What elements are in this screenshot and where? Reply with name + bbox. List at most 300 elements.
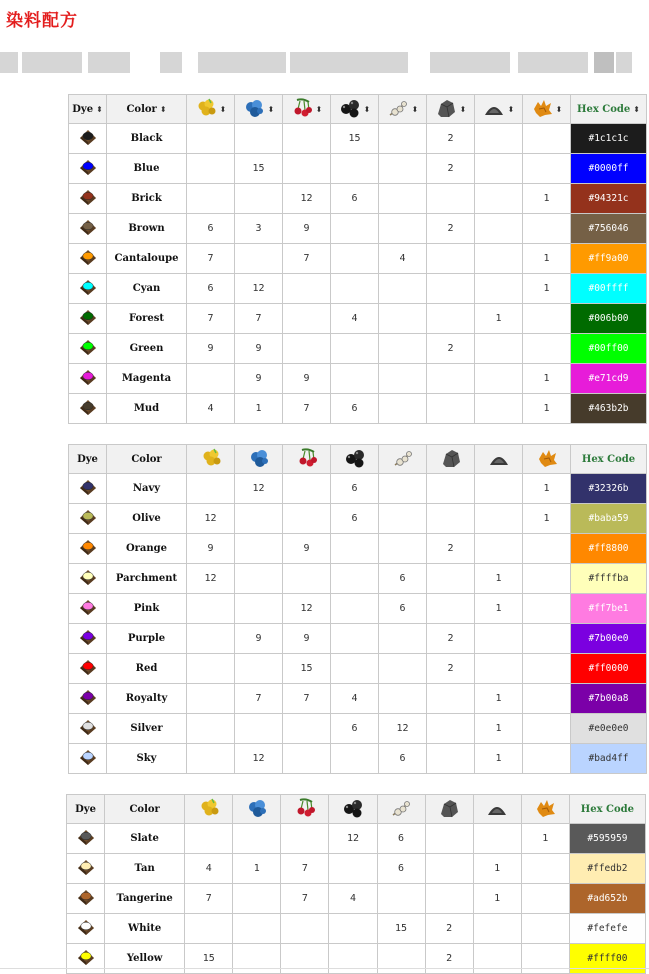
ingredient-quantity: 12 bbox=[235, 744, 283, 774]
ingredient-quantity bbox=[281, 944, 329, 974]
column-header-color[interactable] bbox=[107, 95, 187, 124]
table-header-row bbox=[69, 445, 647, 474]
table-row bbox=[69, 124, 647, 154]
column-header-dye-label: Dye bbox=[72, 103, 94, 115]
dye-pot-icon bbox=[78, 127, 98, 150]
dye-pot-icon bbox=[78, 397, 98, 420]
color-name: Mud bbox=[107, 394, 187, 424]
hex-code-swatch: #1c1c1c bbox=[571, 124, 647, 154]
ingredient-quantity bbox=[331, 564, 379, 594]
dye-icon-cell bbox=[69, 564, 107, 594]
ingredient-quantity: 3 bbox=[235, 214, 283, 244]
ingredient-quantity: 2 bbox=[427, 154, 475, 184]
ingredient-quantity bbox=[283, 124, 331, 154]
ingredient-quantity: 1 bbox=[523, 274, 571, 304]
dye-icon-cell bbox=[69, 184, 107, 214]
ingredient-quantity: 1 bbox=[235, 394, 283, 424]
ingredient-quantity: 6 bbox=[331, 714, 379, 744]
ingredient-quantity: 9 bbox=[283, 364, 331, 394]
ingredient-quantity bbox=[233, 824, 281, 854]
column-header-ingredient bbox=[331, 445, 379, 474]
ingredient-quantity: 12 bbox=[235, 274, 283, 304]
dye-pot-icon bbox=[78, 157, 98, 180]
cotton-sprig-icon bbox=[390, 797, 412, 822]
ingredient-quantity: 1 bbox=[475, 304, 523, 334]
ingredient-quantity: 6 bbox=[331, 184, 379, 214]
ingredient-quantity: 7 bbox=[235, 304, 283, 334]
ingredient-quantity bbox=[283, 334, 331, 364]
ingredient-quantity bbox=[281, 914, 329, 944]
column-header-ingredient bbox=[235, 445, 283, 474]
ingredient-quantity bbox=[427, 504, 475, 534]
ingredient-quantity: 4 bbox=[379, 244, 427, 274]
dye-pot-icon bbox=[78, 367, 98, 390]
ingredient-quantity bbox=[473, 944, 521, 974]
ingredient-quantity bbox=[379, 684, 427, 714]
color-name: Brown bbox=[107, 214, 187, 244]
ingredient-quantity bbox=[523, 684, 571, 714]
dye-pot-icon bbox=[76, 857, 96, 880]
hex-code-swatch: #7b00a8 bbox=[571, 684, 647, 714]
ingredient-quantity bbox=[331, 154, 379, 184]
ingredient-quantity: 1 bbox=[521, 824, 569, 854]
ingredient-quantity bbox=[331, 334, 379, 364]
dye-icon-cell bbox=[69, 714, 107, 744]
black-berries-icon bbox=[342, 797, 364, 822]
ingredient-quantity bbox=[331, 534, 379, 564]
ingredient-quantity: 2 bbox=[427, 124, 475, 154]
color-name: Silver bbox=[107, 714, 187, 744]
ingredient-quantity bbox=[283, 564, 331, 594]
ingredient-quantity bbox=[377, 884, 425, 914]
column-header-dye bbox=[67, 795, 105, 824]
sort-arrows-icon[interactable]: ⬍ bbox=[633, 103, 640, 114]
sort-arrows-icon[interactable]: ⬍ bbox=[219, 103, 227, 114]
column-header-ingredient[interactable] bbox=[427, 95, 475, 124]
color-name: Pink bbox=[107, 594, 187, 624]
ingredient-quantity: 15 bbox=[185, 944, 233, 974]
ingredient-quantity bbox=[521, 914, 569, 944]
dark-powder-pile-icon bbox=[488, 447, 510, 472]
ingredient-quantity bbox=[523, 334, 571, 364]
ingredient-quantity: 2 bbox=[427, 534, 475, 564]
ingredient-quantity bbox=[283, 474, 331, 504]
ingredient-quantity: 1 bbox=[523, 504, 571, 534]
column-header-ingredient[interactable] bbox=[475, 95, 523, 124]
dye-pot-icon bbox=[78, 567, 98, 590]
sort-arrows-icon[interactable]: ⬍ bbox=[315, 103, 323, 114]
table-row bbox=[69, 394, 647, 424]
ingredient-quantity bbox=[521, 884, 569, 914]
hex-code-swatch: #fefefe bbox=[569, 914, 645, 944]
ingredient-quantity bbox=[187, 654, 235, 684]
yellow-berries-icon bbox=[198, 797, 220, 822]
dye-icon-cell bbox=[69, 744, 107, 774]
column-header-ingredient bbox=[283, 445, 331, 474]
black-berries-icon bbox=[339, 97, 361, 122]
color-name: Magenta bbox=[107, 364, 187, 394]
column-header-color-label: Color bbox=[126, 103, 157, 115]
ingredient-quantity bbox=[283, 274, 331, 304]
ingredient-quantity: 7 bbox=[283, 684, 331, 714]
ingredient-quantity bbox=[523, 154, 571, 184]
column-header-ingredient bbox=[185, 795, 233, 824]
ingredient-quantity bbox=[187, 714, 235, 744]
column-header-hex-code[interactable] bbox=[571, 95, 647, 124]
dye-icon-cell bbox=[69, 684, 107, 714]
dye-table-1 bbox=[68, 94, 647, 424]
ingredient-quantity bbox=[187, 624, 235, 654]
column-header-hex-code-label: Hex Code bbox=[577, 103, 631, 115]
ingredient-quantity: 1 bbox=[473, 854, 521, 884]
dye-icon-cell bbox=[69, 214, 107, 244]
gray-rock-icon bbox=[440, 447, 462, 472]
sort-arrows-icon[interactable]: ⬍ bbox=[459, 103, 467, 114]
ingredient-quantity bbox=[379, 214, 427, 244]
table-row bbox=[69, 364, 647, 394]
ingredient-quantity: 9 bbox=[235, 334, 283, 364]
ingredient-quantity bbox=[425, 854, 473, 884]
hex-code-swatch: #bad4ff bbox=[571, 744, 647, 774]
ingredient-quantity: 9 bbox=[187, 334, 235, 364]
ingredient-quantity: 9 bbox=[283, 534, 331, 564]
ingredient-quantity bbox=[185, 914, 233, 944]
ingredient-quantity bbox=[523, 124, 571, 154]
column-header-color bbox=[105, 795, 185, 824]
dye-pot-icon bbox=[78, 507, 98, 530]
ingredient-quantity bbox=[475, 534, 523, 564]
color-name: Parchment bbox=[107, 564, 187, 594]
table-row bbox=[69, 684, 647, 714]
column-header-dye[interactable] bbox=[69, 95, 107, 124]
ingredient-quantity: 15 bbox=[283, 654, 331, 684]
ingredient-quantity bbox=[187, 594, 235, 624]
ingredient-quantity: 7 bbox=[187, 244, 235, 274]
ingredient-quantity bbox=[523, 564, 571, 594]
column-header-ingredient bbox=[523, 445, 571, 474]
dye-icon-cell bbox=[69, 244, 107, 274]
ingredient-quantity: 1 bbox=[473, 884, 521, 914]
ingredient-quantity: 4 bbox=[329, 884, 377, 914]
ingredient-quantity bbox=[233, 884, 281, 914]
color-name: Royalty bbox=[107, 684, 187, 714]
ingredient-quantity bbox=[235, 244, 283, 274]
ingredient-quantity bbox=[329, 944, 377, 974]
ingredient-quantity: 12 bbox=[187, 504, 235, 534]
dye-icon-cell bbox=[69, 394, 107, 424]
color-name: Slate bbox=[105, 824, 185, 854]
dye-pot-icon bbox=[78, 307, 98, 330]
ingredient-quantity bbox=[475, 124, 523, 154]
ingredient-quantity bbox=[281, 824, 329, 854]
table-row bbox=[67, 944, 646, 974]
ingredient-quantity bbox=[427, 564, 475, 594]
ingredient-quantity: 7 bbox=[235, 684, 283, 714]
column-header-ingredient[interactable] bbox=[379, 95, 427, 124]
ingredient-quantity bbox=[187, 154, 235, 184]
ingredient-quantity bbox=[379, 654, 427, 684]
ingredient-quantity bbox=[379, 334, 427, 364]
ingredient-quantity bbox=[331, 364, 379, 394]
hex-code-swatch: #baba59 bbox=[571, 504, 647, 534]
color-name: Blue bbox=[107, 154, 187, 184]
ingredient-quantity: 1 bbox=[523, 184, 571, 214]
table-row bbox=[69, 714, 647, 744]
dye-icon-cell bbox=[69, 594, 107, 624]
table-row bbox=[69, 184, 647, 214]
ingredient-quantity bbox=[235, 654, 283, 684]
hex-code-swatch: #94321c bbox=[571, 184, 647, 214]
ingredient-quantity: 1 bbox=[523, 244, 571, 274]
ingredient-quantity bbox=[475, 214, 523, 244]
dye-pot-icon bbox=[78, 477, 98, 500]
column-header-color bbox=[107, 445, 187, 474]
sort-arrows-icon[interactable]: ⬍ bbox=[267, 103, 275, 114]
column-header-ingredient[interactable] bbox=[187, 95, 235, 124]
color-name: Red bbox=[107, 654, 187, 684]
ingredient-quantity: 1 bbox=[233, 854, 281, 884]
hex-code-swatch: #ad652b bbox=[569, 884, 645, 914]
ingredient-quantity bbox=[331, 244, 379, 274]
hex-code-swatch: #ff9a00 bbox=[571, 244, 647, 274]
ingredient-quantity: 1 bbox=[475, 744, 523, 774]
color-name: Sky bbox=[107, 744, 187, 774]
ingredient-quantity: 2 bbox=[427, 334, 475, 364]
sort-arrows-icon[interactable]: ⬍ bbox=[411, 103, 419, 114]
column-header-ingredient bbox=[425, 795, 473, 824]
sort-arrows-icon[interactable]: ⬍ bbox=[363, 103, 371, 114]
hex-code-swatch: #463b2b bbox=[571, 394, 647, 424]
ingredient-quantity: 1 bbox=[475, 564, 523, 594]
ingredient-quantity bbox=[523, 534, 571, 564]
gray-rock-icon bbox=[435, 97, 457, 122]
column-header-ingredient[interactable] bbox=[523, 95, 571, 124]
column-header-hex-code bbox=[569, 795, 645, 824]
ingredient-quantity bbox=[331, 654, 379, 684]
dye-icon-cell bbox=[69, 534, 107, 564]
ingredient-quantity bbox=[475, 624, 523, 654]
table-row bbox=[69, 474, 647, 504]
color-name: Tangerine bbox=[105, 884, 185, 914]
ingredient-quantity bbox=[475, 184, 523, 214]
ingredient-quantity: 7 bbox=[185, 884, 233, 914]
table-row bbox=[67, 854, 646, 884]
ingredient-quantity: 15 bbox=[331, 124, 379, 154]
ingredient-quantity bbox=[187, 744, 235, 774]
ingredient-quantity bbox=[427, 474, 475, 504]
table-row bbox=[69, 654, 647, 684]
gray-rock-icon bbox=[438, 797, 460, 822]
ingredient-quantity bbox=[235, 534, 283, 564]
dye-pot-icon bbox=[76, 917, 96, 940]
ingredient-quantity bbox=[521, 854, 569, 884]
ingredient-quantity bbox=[187, 364, 235, 394]
ingredient-quantity: 1 bbox=[475, 684, 523, 714]
table-row bbox=[69, 274, 647, 304]
column-header-ingredient[interactable] bbox=[235, 95, 283, 124]
ingredient-quantity bbox=[473, 914, 521, 944]
dye-pot-icon bbox=[78, 717, 98, 740]
ingredient-quantity: 9 bbox=[235, 624, 283, 654]
dye-pot-icon bbox=[78, 627, 98, 650]
ingredient-quantity bbox=[427, 744, 475, 774]
ingredient-quantity bbox=[283, 714, 331, 744]
ingredient-quantity bbox=[187, 684, 235, 714]
ingredient-quantity bbox=[427, 394, 475, 424]
red-berries-icon bbox=[296, 447, 318, 472]
dye-icon-cell bbox=[67, 944, 105, 974]
column-header-ingredient bbox=[187, 445, 235, 474]
ingredient-quantity bbox=[427, 184, 475, 214]
dye-pot-icon bbox=[78, 187, 98, 210]
ingredient-quantity bbox=[187, 124, 235, 154]
ingredient-quantity bbox=[379, 154, 427, 184]
ingredient-quantity: 15 bbox=[235, 154, 283, 184]
sort-arrows-icon[interactable]: ⬍ bbox=[96, 103, 103, 114]
ingredient-quantity: 6 bbox=[377, 854, 425, 884]
sort-arrows-icon[interactable]: ⬍ bbox=[159, 103, 167, 114]
dye-icon-cell bbox=[69, 124, 107, 154]
ingredient-quantity bbox=[331, 624, 379, 654]
ingredient-quantity: 7 bbox=[283, 394, 331, 424]
ingredient-quantity bbox=[523, 714, 571, 744]
ingredient-quantity bbox=[233, 944, 281, 974]
hex-code-swatch: #ff7be1 bbox=[571, 594, 647, 624]
orange-spiky-ore-icon bbox=[536, 447, 558, 472]
orange-spiky-ore-icon bbox=[534, 797, 556, 822]
ingredient-quantity: 12 bbox=[283, 184, 331, 214]
ingredient-quantity bbox=[235, 714, 283, 744]
column-header-color-label: Color bbox=[129, 803, 160, 815]
ingredient-quantity: 1 bbox=[475, 714, 523, 744]
dye-pot-icon bbox=[78, 217, 98, 240]
page-bottom-divider bbox=[0, 968, 649, 969]
hex-code-swatch: #00ff00 bbox=[571, 334, 647, 364]
dye-icon-cell bbox=[67, 914, 105, 944]
ingredient-quantity bbox=[235, 594, 283, 624]
ingredient-quantity bbox=[379, 184, 427, 214]
column-header-ingredient[interactable] bbox=[331, 95, 379, 124]
dye-icon-cell bbox=[67, 854, 105, 884]
ingredient-quantity: 6 bbox=[379, 744, 427, 774]
ingredient-quantity bbox=[427, 714, 475, 744]
ingredient-quantity: 7 bbox=[187, 304, 235, 334]
dye-pot-icon bbox=[78, 747, 98, 770]
ingredient-quantity: 12 bbox=[379, 714, 427, 744]
ingredient-quantity: 4 bbox=[185, 854, 233, 884]
red-berries-icon bbox=[294, 797, 316, 822]
color-name: Black bbox=[107, 124, 187, 154]
ingredient-quantity bbox=[235, 564, 283, 594]
table-row bbox=[69, 154, 647, 184]
ingredient-quantity bbox=[523, 624, 571, 654]
color-name: Cantaloupe bbox=[107, 244, 187, 274]
hex-code-swatch: #7b00e0 bbox=[571, 624, 647, 654]
ingredient-quantity: 6 bbox=[331, 504, 379, 534]
table-row bbox=[69, 594, 647, 624]
ingredient-quantity bbox=[185, 824, 233, 854]
dye-pot-icon bbox=[78, 277, 98, 300]
dye-pot-icon bbox=[76, 827, 96, 850]
ingredient-quantity bbox=[521, 944, 569, 974]
table-row bbox=[69, 744, 647, 774]
column-header-dye-label: Dye bbox=[77, 453, 98, 465]
color-name: Orange bbox=[107, 534, 187, 564]
ingredient-quantity: 2 bbox=[425, 914, 473, 944]
column-header-ingredient bbox=[473, 795, 521, 824]
column-header-ingredient bbox=[379, 445, 427, 474]
dye-pot-icon bbox=[76, 947, 96, 970]
ingredient-quantity bbox=[427, 304, 475, 334]
blurred-text-line bbox=[0, 52, 632, 73]
hex-code-swatch: #ffffba bbox=[571, 564, 647, 594]
dye-table-2 bbox=[68, 444, 647, 774]
sort-arrows-icon[interactable]: ⬍ bbox=[507, 103, 515, 114]
ingredient-quantity bbox=[475, 474, 523, 504]
table-row bbox=[69, 534, 647, 564]
ingredient-quantity: 9 bbox=[187, 534, 235, 564]
hex-code-swatch: #e0e0e0 bbox=[571, 714, 647, 744]
dye-icon-cell bbox=[69, 504, 107, 534]
column-header-ingredient bbox=[329, 795, 377, 824]
ingredient-quantity bbox=[329, 854, 377, 884]
table-row bbox=[69, 214, 647, 244]
column-header-hex-code-label: Hex Code bbox=[580, 803, 635, 815]
ingredient-quantity bbox=[283, 744, 331, 774]
dye-table-3 bbox=[66, 794, 646, 974]
ingredient-quantity bbox=[523, 594, 571, 624]
blue-berries-icon bbox=[246, 797, 268, 822]
red-berries-icon bbox=[291, 97, 313, 122]
ingredient-quantity bbox=[425, 884, 473, 914]
column-header-ingredient bbox=[233, 795, 281, 824]
cotton-sprig-icon bbox=[392, 447, 414, 472]
sort-arrows-icon[interactable]: ⬍ bbox=[555, 103, 563, 114]
ingredient-quantity: 4 bbox=[187, 394, 235, 424]
blue-berries-icon bbox=[248, 447, 270, 472]
ingredient-quantity: 2 bbox=[427, 624, 475, 654]
ingredient-quantity bbox=[187, 474, 235, 504]
ingredient-quantity: 2 bbox=[427, 654, 475, 684]
column-header-ingredient[interactable] bbox=[283, 95, 331, 124]
ingredient-quantity bbox=[379, 504, 427, 534]
dye-icon-cell bbox=[69, 364, 107, 394]
ingredient-quantity bbox=[235, 504, 283, 534]
ingredient-quantity: 9 bbox=[283, 214, 331, 244]
dye-icon-cell bbox=[67, 884, 105, 914]
color-name: Purple bbox=[107, 624, 187, 654]
orange-spiky-ore-icon bbox=[531, 97, 553, 122]
ingredient-quantity bbox=[331, 274, 379, 304]
table-row bbox=[69, 334, 647, 364]
ingredient-quantity: 1 bbox=[523, 474, 571, 504]
ingredient-quantity bbox=[283, 304, 331, 334]
ingredient-quantity bbox=[475, 654, 523, 684]
dye-icon-cell bbox=[67, 824, 105, 854]
ingredient-quantity: 7 bbox=[283, 244, 331, 274]
dye-icon-cell bbox=[69, 624, 107, 654]
yellow-berries-icon bbox=[200, 447, 222, 472]
ingredient-quantity bbox=[233, 914, 281, 944]
dye-pot-icon bbox=[78, 537, 98, 560]
table-header-row bbox=[69, 95, 647, 124]
ingredient-quantity: 12 bbox=[235, 474, 283, 504]
dark-powder-pile-icon bbox=[483, 97, 505, 122]
column-header-dye-label: Dye bbox=[75, 803, 96, 815]
ingredient-quantity bbox=[475, 394, 523, 424]
ingredient-quantity: 6 bbox=[331, 474, 379, 504]
ingredient-quantity bbox=[475, 504, 523, 534]
